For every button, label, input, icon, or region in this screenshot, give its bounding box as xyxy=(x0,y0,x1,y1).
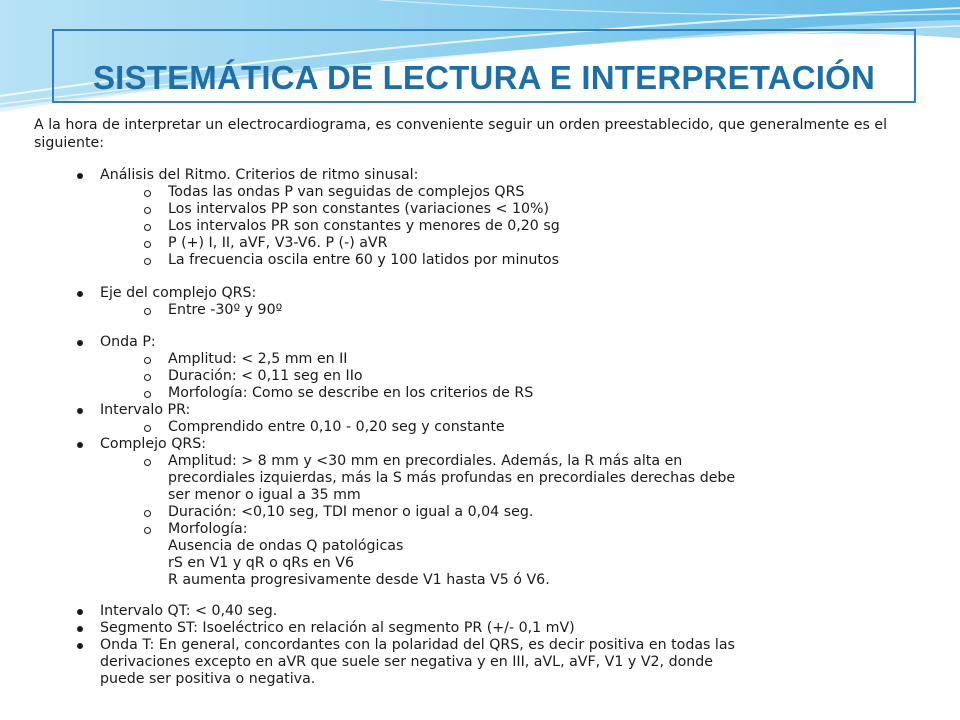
slide-title-box xyxy=(52,29,916,103)
list-continuation-line xyxy=(168,538,403,556)
sub-list-item xyxy=(168,184,524,202)
sub-list-item xyxy=(168,385,533,403)
list-item-text: Los intervalos PP son constantes (variaciones < 10%) xyxy=(168,201,550,217)
bullet-circle-icon xyxy=(144,527,151,534)
slide-title: SISTEMÁTICA DE LECTURA E INTERPRETACIÓN xyxy=(92,59,876,96)
intro-paragraph: A la hora de interpretar un electrocardiograma, es conveniente seguir un orden preestablecido, que generalmente es el siguiente: xyxy=(34,117,888,151)
sub-list-item xyxy=(168,235,388,253)
list-item-text: rS en V1 y qR o qRs en V6 xyxy=(168,555,355,571)
sub-list-item xyxy=(168,302,282,320)
list-item-text: derivaciones excepto en aVR que suele ser negativa y en III, aVL, aVF, V1 y V2, donde xyxy=(100,654,713,670)
list-item-text: Onda T: En general, concordantes con la polaridad del QRS, es decir positiva en todas las xyxy=(100,637,735,653)
bullet-disc-icon xyxy=(77,340,83,346)
list-item xyxy=(100,603,277,621)
bullet-circle-icon xyxy=(144,357,151,364)
sub-list-item xyxy=(168,521,247,539)
list-item-text: Duración: <0,10 seg, TDI menor o igual a 0,04 seg. xyxy=(168,504,534,520)
bullet-circle-icon xyxy=(144,258,151,265)
list-item-text: Ausencia de ondas Q patológicas xyxy=(168,538,404,554)
list-item xyxy=(100,620,575,638)
list-item-text: P (+) I, II, aVF, V3-V6. P (-) aVR xyxy=(168,235,388,251)
list-item xyxy=(100,334,156,352)
bullet-circle-icon xyxy=(144,207,151,214)
bullet-circle-icon xyxy=(144,224,151,231)
sub-list-item xyxy=(168,453,682,471)
bullet-disc-icon xyxy=(77,626,83,632)
bullet-disc-icon xyxy=(77,173,83,179)
list-item xyxy=(100,285,256,303)
list-continuation-line xyxy=(168,572,550,590)
list-continuation-line xyxy=(168,555,354,573)
bullet-disc-icon xyxy=(77,291,83,297)
bullet-disc-icon xyxy=(77,408,83,414)
document-panel xyxy=(28,113,944,695)
list-item-text: La frecuencia oscila entre 60 y 100 latidos por minutos xyxy=(168,252,560,268)
list-item xyxy=(100,402,190,420)
bullet-disc-icon xyxy=(77,609,83,615)
list-item-text: R aumenta progresivamente desde V1 hasta V5 ó V6. xyxy=(168,572,550,588)
list-continuation-line xyxy=(168,470,735,488)
list-item-text: puede ser positiva o negativa. xyxy=(100,671,316,687)
bullet-circle-icon xyxy=(144,241,151,248)
list-item-text: Amplitud: > 8 mm y <30 mm en precordiales. Además, la R más alta en xyxy=(168,453,683,469)
list-item-text: Onda P: xyxy=(100,334,156,350)
sub-list-item xyxy=(168,201,549,219)
list-item-text: Análisis del Ritmo. Criterios de ritmo sinusal: xyxy=(100,167,419,183)
list-item-text: Segmento ST: Isoeléctrico en relación al segmento PR (+/- 0,1 mV) xyxy=(100,620,575,636)
list-item-text: Entre -30º y 90º xyxy=(168,302,283,318)
list-item-text: Eje del complejo QRS: xyxy=(100,285,257,301)
list-item-text: Los intervalos PR son constantes y menores de 0,20 sg xyxy=(168,218,560,234)
sub-list-item xyxy=(168,218,560,236)
list-item-text: Intervalo PR: xyxy=(100,402,191,418)
list-continuation-line xyxy=(100,654,713,672)
bullet-circle-icon xyxy=(144,308,151,315)
list-item-text: Duración: < 0,11 seg en IIo xyxy=(168,368,363,384)
list-item xyxy=(100,436,206,454)
bullet-circle-icon xyxy=(144,374,151,381)
list-item-text: Morfología: Como se describe en los criterios de RS xyxy=(168,385,534,401)
list-item-text: Amplitud: < 2,5 mm en II xyxy=(168,351,348,367)
bullet-circle-icon xyxy=(144,391,151,398)
bullet-circle-icon xyxy=(144,190,151,197)
sub-list-item xyxy=(168,504,533,522)
list-continuation-line xyxy=(168,487,361,505)
list-item-text: Todas las ondas P van seguidas de complejos QRS xyxy=(168,184,525,200)
bullet-disc-icon xyxy=(77,643,83,649)
list-item-text: Comprendido entre 0,10 - 0,20 seg y constante xyxy=(168,419,505,435)
bullet-disc-icon xyxy=(77,442,83,448)
list-item xyxy=(100,167,418,185)
bullet-circle-icon xyxy=(144,510,151,517)
list-item-text: Intervalo QT: < 0,40 seg. xyxy=(100,603,278,619)
list-item-text: precordiales izquierdas, más la S más profundas en precordiales derechas debe xyxy=(168,470,736,486)
sub-list-item xyxy=(168,351,347,369)
list-continuation-line xyxy=(100,671,315,689)
list-item xyxy=(100,637,735,655)
bullet-circle-icon xyxy=(144,459,151,466)
sub-list-item xyxy=(168,368,363,386)
sub-list-item xyxy=(168,252,559,270)
list-item-text: Morfología: xyxy=(168,521,248,537)
list-item-text: ser menor o igual a 35 mm xyxy=(168,487,361,503)
bullet-circle-icon xyxy=(144,425,151,432)
sub-list-item xyxy=(168,419,505,437)
list-item-text: Complejo QRS: xyxy=(100,436,207,452)
